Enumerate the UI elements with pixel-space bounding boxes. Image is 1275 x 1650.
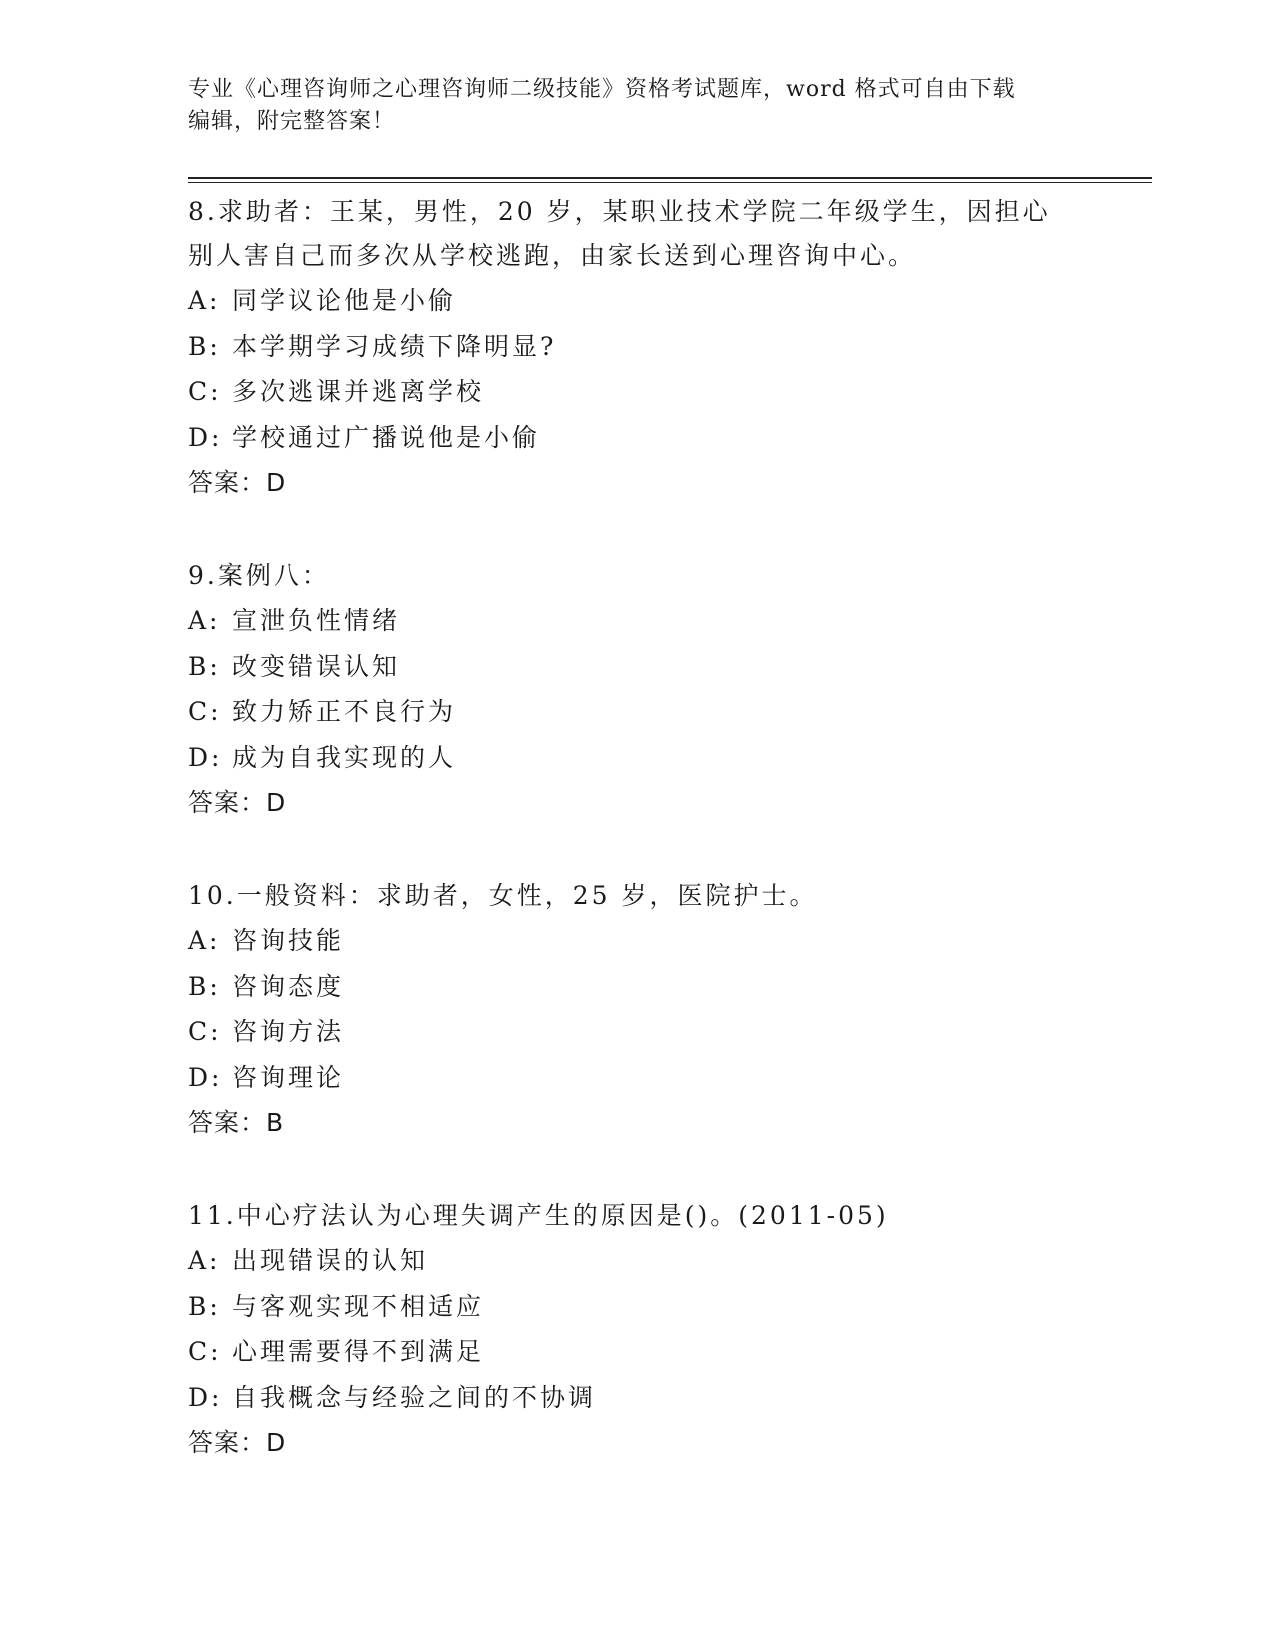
option-letter: C:: [188, 1337, 222, 1366]
option-text: 出现错误的认知: [232, 1246, 429, 1275]
option-d: [188, 735, 1088, 781]
option-d: [188, 1055, 1088, 1101]
question-stem: 8.求助者：王某，男性，20 岁，某职业技术学院二年级学生，因担心: [188, 197, 1051, 226]
option-letter: B:: [188, 651, 221, 681]
option-text: 咨询态度: [232, 971, 345, 1001]
header-divider-thick: [188, 177, 1152, 179]
option-letter: B:: [188, 331, 221, 361]
option-a: [188, 1238, 1088, 1284]
question-10: [188, 874, 1088, 1146]
option-text: 成为自我实现的人: [232, 742, 457, 772]
option-text: 自我概念与经验之间的不协调: [232, 1382, 597, 1412]
option-d: [188, 1375, 1088, 1421]
option-letter: C:: [188, 697, 222, 726]
option-letter: B:: [188, 1291, 221, 1321]
option-d: [188, 415, 1088, 461]
option-b: [188, 644, 1088, 690]
question-stem: 10.一般资料：求助者，女性，25 岁，医院护士。: [188, 881, 818, 910]
question-9: [188, 554, 1088, 826]
header-divider-thin: [188, 182, 1152, 183]
question-stem: 9.案例八：: [188, 561, 330, 590]
header-line-2: 编辑，附完整答案！: [188, 109, 396, 134]
question-11: [188, 1194, 1088, 1466]
option-c: [188, 1329, 1088, 1375]
option-a: [188, 918, 1088, 964]
option-text: 学校通过广播说他是小偷: [232, 422, 541, 452]
option-c: [188, 689, 1088, 735]
option-c: [188, 1009, 1088, 1055]
option-text: 本学期学习成绩下降明显?: [232, 331, 557, 361]
option-b: [188, 964, 1088, 1010]
option-text: 心理需要得不到满足: [232, 1337, 485, 1366]
option-c: [188, 369, 1088, 415]
option-letter: D:: [188, 422, 223, 452]
option-letter: C:: [188, 377, 222, 406]
option-text: 同学议论他是小偷: [232, 286, 457, 315]
option-a: [188, 278, 1088, 324]
option-letter: A:: [188, 926, 221, 955]
answer-line: 答案：D: [188, 468, 287, 497]
question-8: [188, 190, 1088, 506]
answer-line: 答案：D: [188, 788, 287, 817]
option-letter: D:: [188, 1062, 223, 1092]
option-text: 宣泄负性情绪: [232, 606, 401, 635]
option-letter: D:: [188, 1382, 223, 1412]
option-text: 多次逃课并逃离学校: [232, 377, 485, 406]
option-letter: D:: [188, 742, 223, 772]
document-header: [188, 74, 1068, 138]
header-line-1: 专业《心理咨询师之心理咨询师二级技能》资格考试题库，word 格式可自由下载: [188, 77, 1016, 102]
option-text: 与客观实现不相适应: [232, 1291, 485, 1321]
option-text: 致力矫正不良行为: [232, 697, 457, 726]
option-letter: B:: [188, 971, 221, 1001]
option-letter: A:: [188, 286, 221, 315]
option-letter: C:: [188, 1017, 222, 1046]
option-text: 咨询理论: [232, 1062, 345, 1092]
option-letter: A:: [188, 606, 221, 635]
option-text: 咨询技能: [232, 926, 345, 955]
option-b: [188, 324, 1088, 370]
option-text: 咨询方法: [232, 1017, 345, 1046]
option-text: 改变错误认知: [232, 651, 401, 681]
option-letter: A:: [188, 1246, 221, 1275]
answer-line: 答案：B: [188, 1108, 285, 1137]
answer-line: 答案：D: [188, 1428, 287, 1457]
option-a: [188, 598, 1088, 644]
question-stem-continued: 别人害自己而多次从学校逃跑，由家长送到心理咨询中心。: [188, 241, 917, 270]
option-b: [188, 1284, 1088, 1330]
question-stem: 11.中心疗法认为心理失调产生的原因是()。(2011-05): [188, 1201, 889, 1230]
